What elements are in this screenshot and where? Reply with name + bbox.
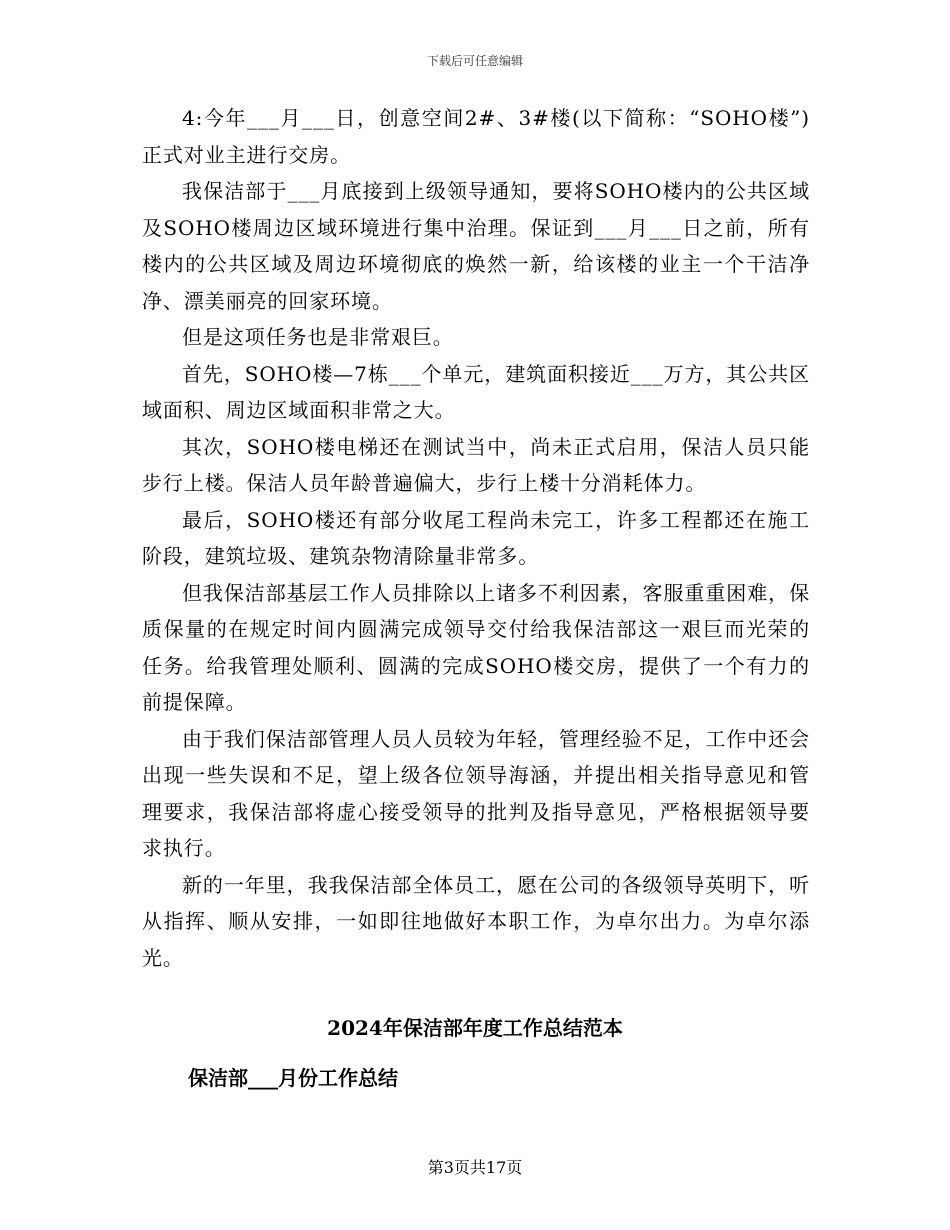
paragraph: 4:今年___月___日，创意空间2#、3#楼(以下简称：“SOHO楼”)正式对业主进行交房。 (142, 106, 810, 167)
section-title: 2024年保洁部年度工作总结范本 (327, 1016, 623, 1040)
paragraph: 其次，SOHO楼电梯还在测试当中，尚未正式启用，保洁人员只能步行上楼。保洁人员年龄普遍偏大，步行上楼十分消耗体力。 (142, 434, 810, 495)
paragraph: 最后，SOHO楼还有部分收尾工程尚未完工，许多工程都还在施工阶段，建筑垃圾、建筑杂物清除量非常多。 (142, 507, 810, 568)
paragraph: 由于我们保洁部管理人员人员较为年轻，管理经验不足，工作中还会出现一些失误和不足，望上级各位领导海涵，并提出相关指导意见和管理要求，我保洁部将虚心接受领导的批判及指导意见，严格根据领导要求执行。 (142, 726, 810, 860)
document-body (142, 100, 810, 976)
paragraph: 我保洁部于___月底接到上级领导通知，要将SOHO楼内的公共区域及SOHO楼周边区域环境进行集中治理。保证到___月___日之前，所有楼内的公共区域及周边环境彻底的焕然一新，给该楼的业主一个干洁净净、漂美丽亮的回家环境。 (142, 179, 810, 313)
paragraph: 但我保洁部基层工作人员排除以上诸多不利因素，客服重重困难，保质保量的在规定时间内圆满完成领导交付给我保洁部这一艰巨而光荣的任务。给我管理处顺利、圆满的完成SOHO楼交房，提供了一个有力的前提保障。 (142, 580, 810, 714)
paragraph: 但是这项任务也是非常艰巨。 (182, 325, 454, 349)
paragraph: 首先，SOHO楼—7栋___个单元，建筑面积接近___万方，其公共区域面积、周边区域面积非常之大。 (142, 361, 810, 422)
paragraph: 新的一年里，我我保洁部全体员工，愿在公司的各级领导英明下，听从指挥、顺从安排，一如即往地做好本职工作，为卓尔出力。为卓尔添光。 (142, 872, 810, 970)
page-header: 下载后可任意编辑 (426, 54, 523, 68)
section-subtitle: 保洁部___月份工作总结 (188, 1066, 398, 1090)
page-footer: 第3页共17页 (427, 1158, 523, 1177)
